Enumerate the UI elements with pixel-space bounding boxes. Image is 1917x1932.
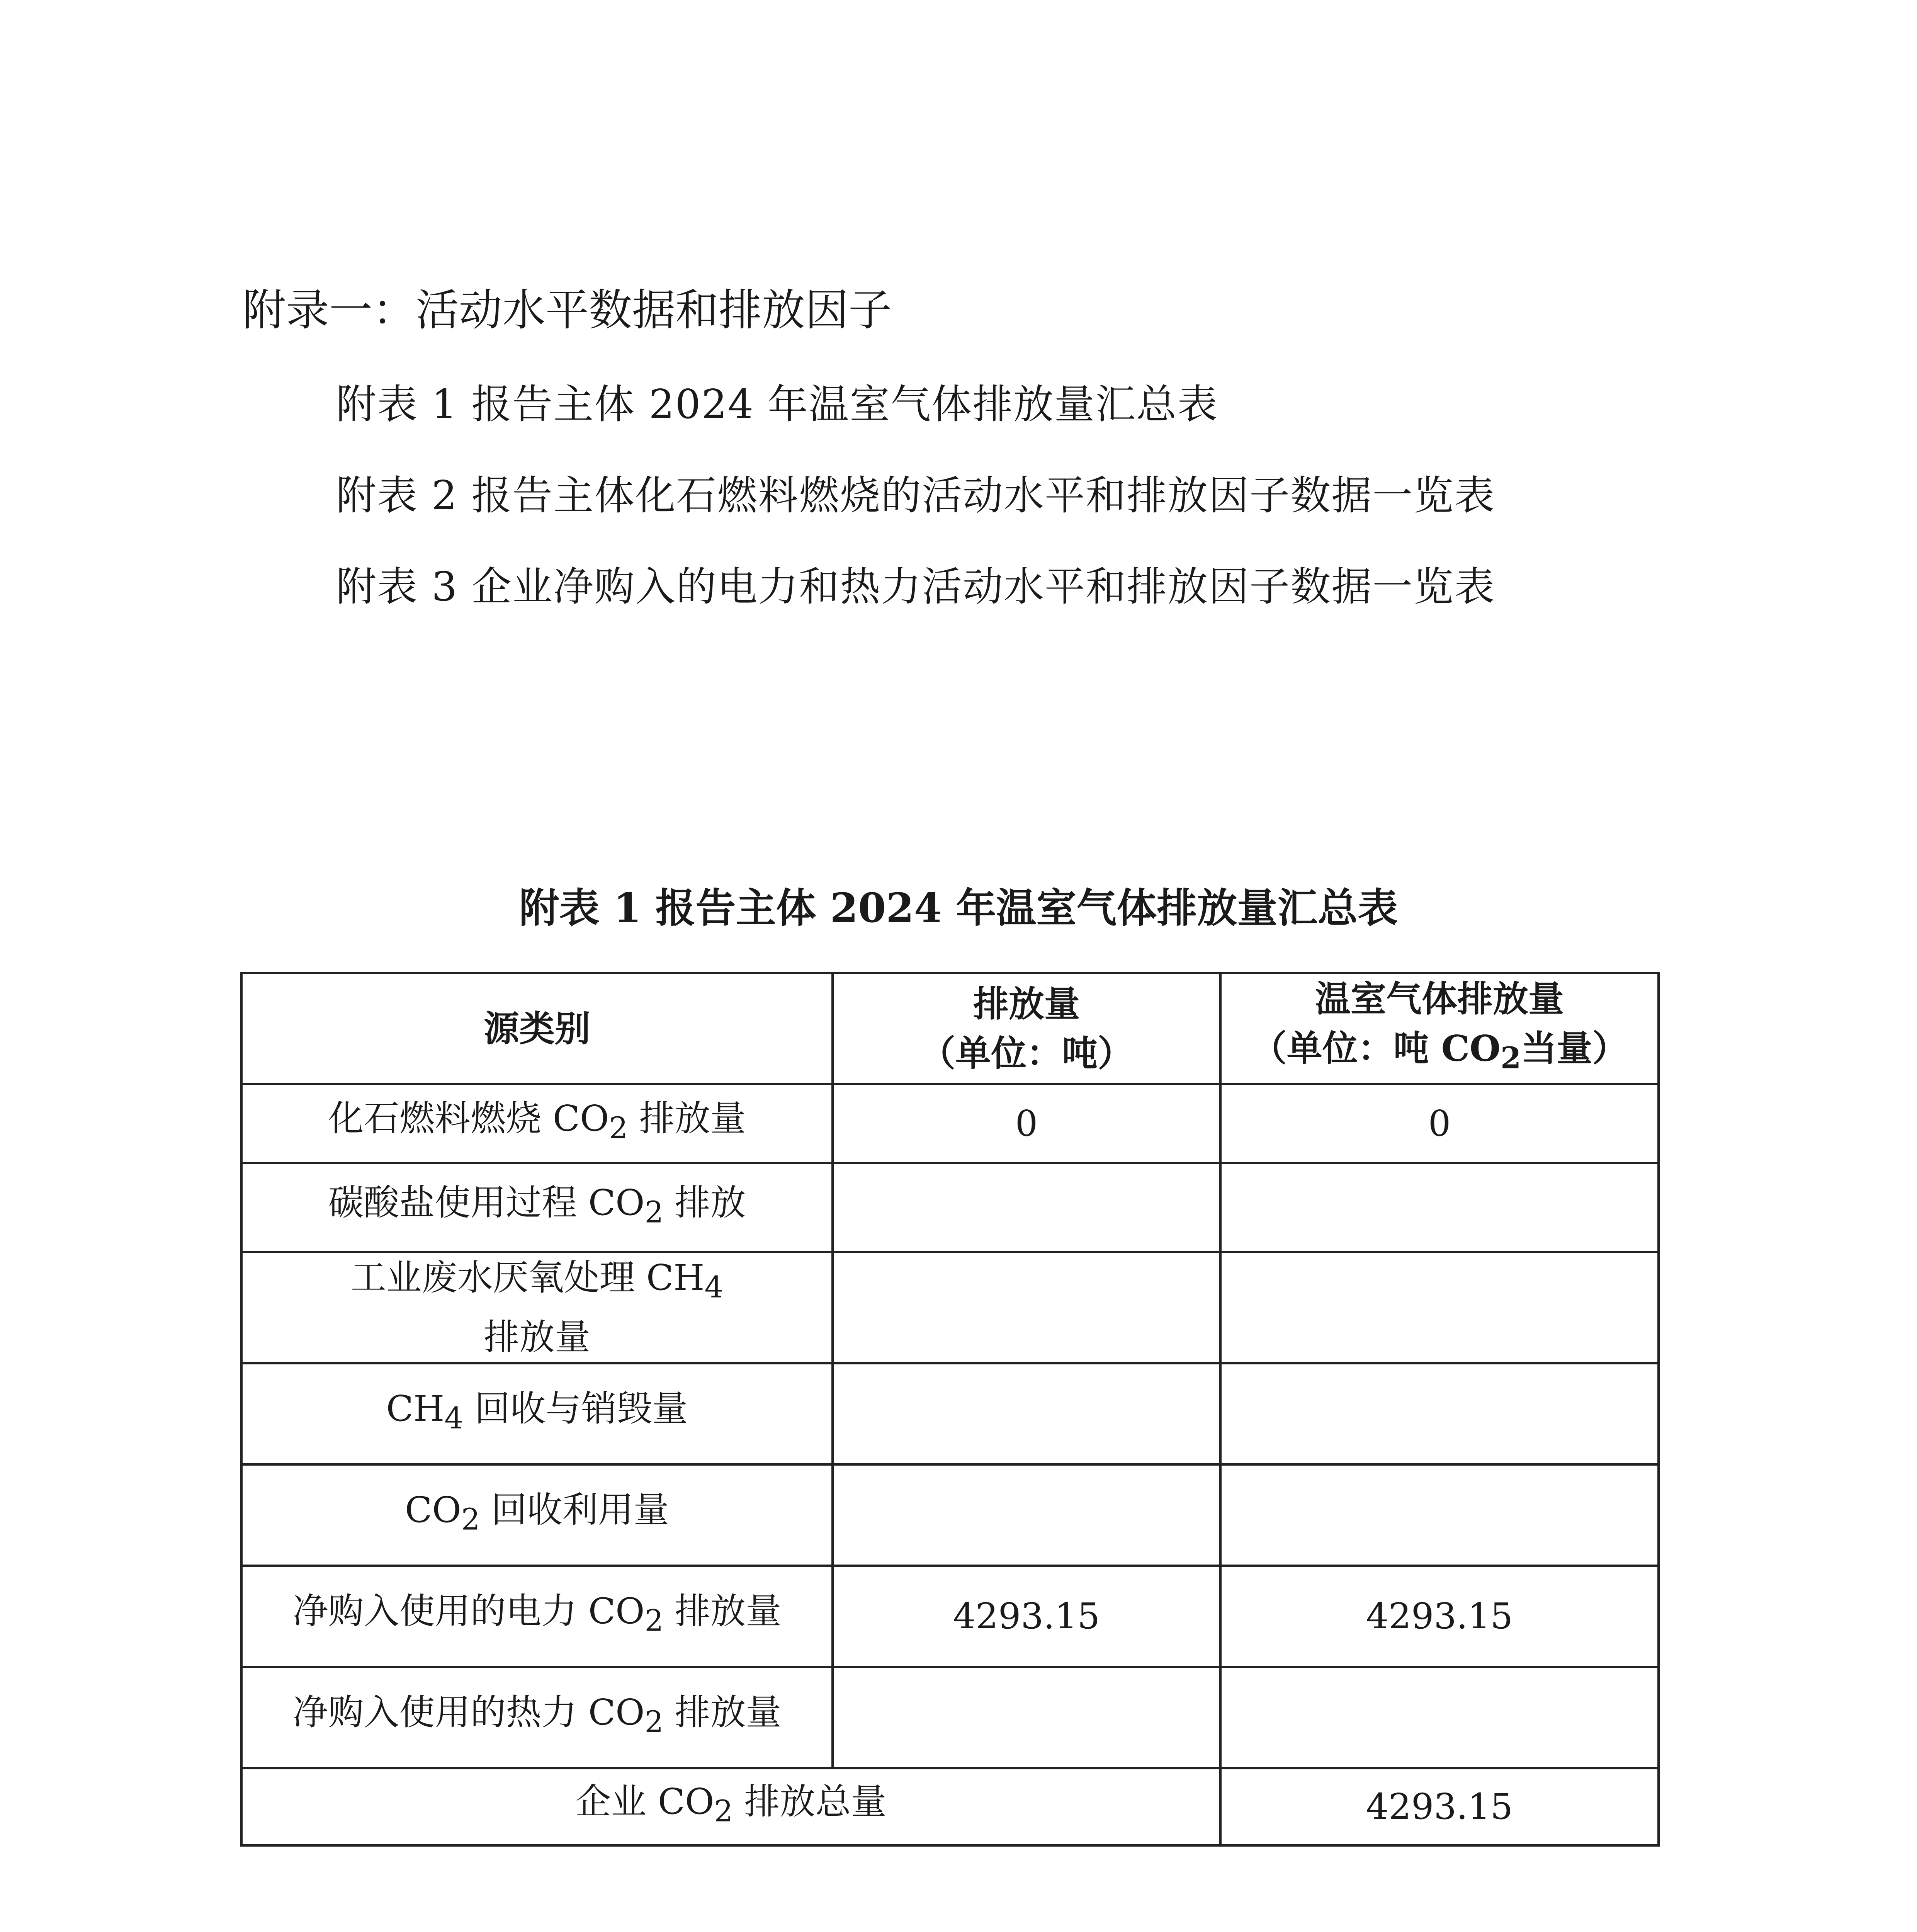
- row-label-sub: 4: [704, 1270, 724, 1305]
- ghg-cell: [1220, 1252, 1659, 1363]
- table-row: [241, 1667, 1659, 1768]
- row-label-text: 排放: [663, 1182, 746, 1223]
- header-source-label: 源类别: [483, 1007, 590, 1049]
- row-label-text: 净购入使用的电力 CO: [292, 1590, 645, 1632]
- row-label-text: CH: [386, 1388, 445, 1430]
- row-label-sub: 2: [609, 1111, 628, 1146]
- header-source-category: [241, 973, 833, 1084]
- row-label: [241, 1084, 833, 1163]
- ghg-cell: [1220, 1363, 1659, 1464]
- emission-cell: [833, 1252, 1220, 1363]
- row-label-sub: 2: [461, 1502, 480, 1537]
- ghg-cell: [1220, 1667, 1659, 1768]
- table-row: [241, 1252, 1659, 1363]
- ghg-cell: 0: [1220, 1084, 1659, 1163]
- header-emission-label: 排放量: [973, 983, 1080, 1025]
- appendix-table-list: [336, 359, 1495, 632]
- table-row: [241, 1363, 1659, 1464]
- table-title: 附表 1 报告主体 2024 年温室气体排放量汇总表: [519, 884, 1398, 932]
- table-row: [241, 1566, 1659, 1667]
- header-ghg-unit: [1251, 1027, 1628, 1076]
- table-header-row: [241, 973, 1659, 1084]
- emission-cell: [833, 1363, 1220, 1464]
- row-label-text: 回收利用量: [480, 1489, 669, 1531]
- header-ghg-unit-pre: （单位：吨 CO: [1251, 1027, 1501, 1069]
- appendix-heading: 附录一：活动水平数据和排放因子: [243, 285, 892, 335]
- header-ghg-emission: [1220, 973, 1659, 1084]
- row-label-text: 工业废水厌氧处理 CH: [350, 1257, 705, 1299]
- header-ghg-unit-sub: 2: [1501, 1041, 1521, 1076]
- total-label-text: 企业 CO: [575, 1781, 714, 1823]
- row-label-wrap: [351, 1253, 724, 1362]
- row-label-sub: 2: [644, 1604, 664, 1638]
- emission-cell: 0: [833, 1084, 1220, 1163]
- row-label-sub: 2: [644, 1705, 664, 1740]
- row-label-text: 排放量: [663, 1692, 782, 1733]
- emission-cell: [833, 1464, 1220, 1566]
- row-label-text: 排放量: [663, 1590, 782, 1632]
- table-row: [241, 1163, 1659, 1252]
- row-label: [241, 1566, 833, 1667]
- emission-summary-table: [240, 972, 1660, 1847]
- header-emission-unit: （单位：吨）: [919, 1032, 1133, 1074]
- ghg-cell: [1220, 1163, 1659, 1252]
- row-label-sub: 2: [644, 1195, 664, 1230]
- emission-cell: [833, 1163, 1220, 1252]
- ghg-cell: [1220, 1464, 1659, 1566]
- row-label-text: 排放量: [628, 1098, 746, 1139]
- row-label: [241, 1252, 833, 1363]
- row-label: [241, 1363, 833, 1464]
- row-label: [241, 1667, 833, 1768]
- total-row: [241, 1768, 1659, 1845]
- row-label-text: 排放量: [483, 1316, 590, 1358]
- emission-cell: [833, 1667, 1220, 1768]
- appendix-item-3: 附表 3 企业净购入的电力和热力活动水平和排放因子数据一览表: [336, 563, 1496, 610]
- row-label: [241, 1464, 833, 1566]
- row-label: [241, 1163, 833, 1252]
- total-ghg-cell: 4293.15: [1220, 1768, 1659, 1845]
- total-label-text: 排放总量: [733, 1781, 887, 1823]
- total-label: [241, 1768, 1220, 1845]
- table-row: [241, 1464, 1659, 1566]
- row-label-text: 碳酸盐使用过程 CO: [328, 1182, 645, 1223]
- total-label-sub: 2: [714, 1794, 733, 1829]
- ghg-cell: 4293.15: [1220, 1566, 1659, 1667]
- row-label-text: 回收与销毁量: [463, 1388, 688, 1430]
- row-label-text: 化石燃料燃烧 CO: [328, 1098, 609, 1139]
- header-emission: [833, 973, 1220, 1084]
- row-label-text: 净购入使用的热力 CO: [292, 1692, 645, 1733]
- row-label-sub: 4: [444, 1401, 464, 1436]
- emission-cell: 4293.15: [833, 1566, 1220, 1667]
- header-ghg-unit-post: 当量）: [1521, 1027, 1628, 1069]
- row-label-text: CO: [405, 1489, 461, 1531]
- header-ghg-label: 温室气体排放量: [1315, 978, 1564, 1020]
- appendix-item-2: 附表 2 报告主体化石燃料燃烧的活动水平和排放因子数据一览表: [336, 472, 1496, 519]
- appendix-item-1: 附表 1 报告主体 2024 年温室气体排放量汇总表: [336, 381, 1219, 428]
- table-row: [241, 1084, 1659, 1163]
